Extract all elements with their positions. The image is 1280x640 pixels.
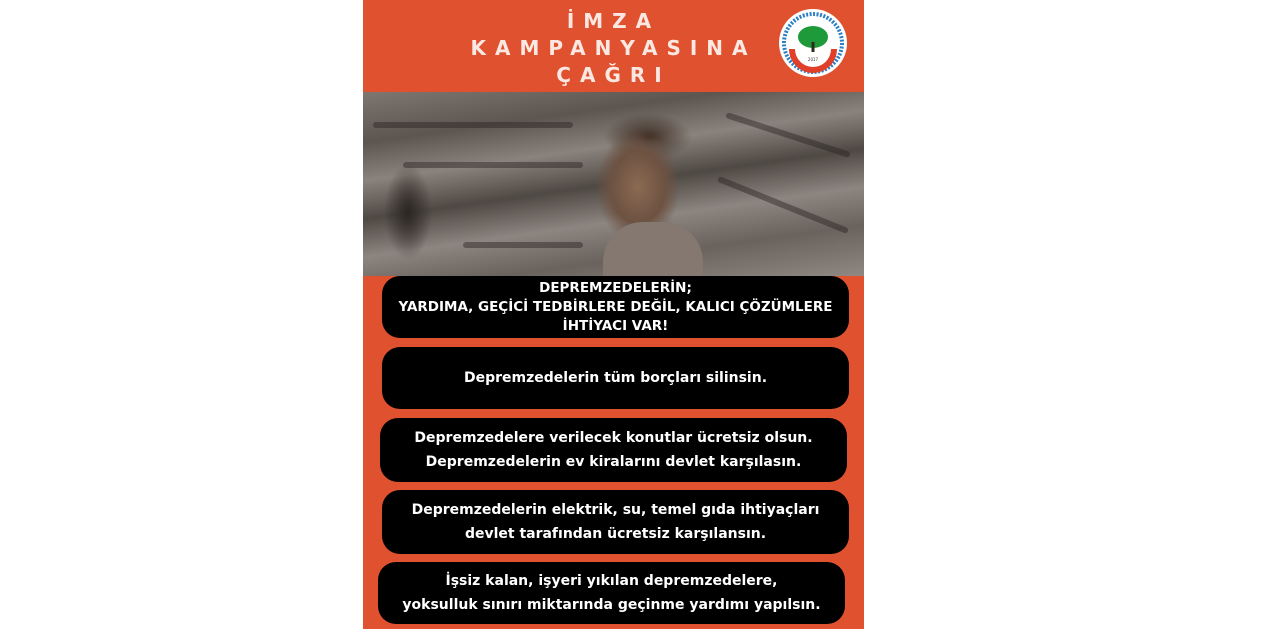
headline-line-3: İHTİYACI VAR! [562, 317, 669, 334]
headline-box [382, 276, 849, 338]
demand-text: İşsiz kalan, işyeri yıkılan depremzedelere, [445, 573, 778, 589]
demand-text: Depremzedelerin tüm borçları silinsin. [463, 370, 768, 386]
svg-text:2017: 2017 [807, 57, 819, 62]
headline-line-1: DEPREMZEDELERİN; [539, 279, 692, 296]
title-line-2: KAMPANYASINA [470, 36, 757, 60]
demand-text: Depremzedelerin ev kiralarını devlet karşılasın. [425, 454, 802, 470]
title-line-3: ÇAĞRI [556, 63, 671, 87]
earthquake-child-photo [363, 92, 864, 276]
poster-header [363, 0, 864, 92]
campaign-poster [363, 0, 864, 629]
demand-box-utilities [382, 490, 849, 554]
demand-text: yoksulluk sınırı miktarında geçinme yardımı yapılsın. [402, 597, 821, 613]
demand-text: devlet tarafından ücretsiz karşılansın. [464, 526, 767, 542]
demand-box-income [378, 562, 845, 624]
headline-line-2: YARDIMA, GEÇİCİ TEDBİRLERE DEĞİL, KALICI ÇÖZÜMLERE [398, 298, 833, 315]
demand-text: Depremzedelere verilecek konutlar ücretsiz olsun. [414, 430, 813, 446]
union-logo-icon [779, 9, 847, 77]
demand-text: Depremzedelerin elektrik, su, temel gıda ihtiyaçları [411, 502, 820, 518]
child-figure [603, 222, 703, 276]
demand-box-housing [380, 418, 847, 482]
title-line-1: İMZA [566, 9, 661, 33]
demand-box-debts [382, 347, 849, 409]
